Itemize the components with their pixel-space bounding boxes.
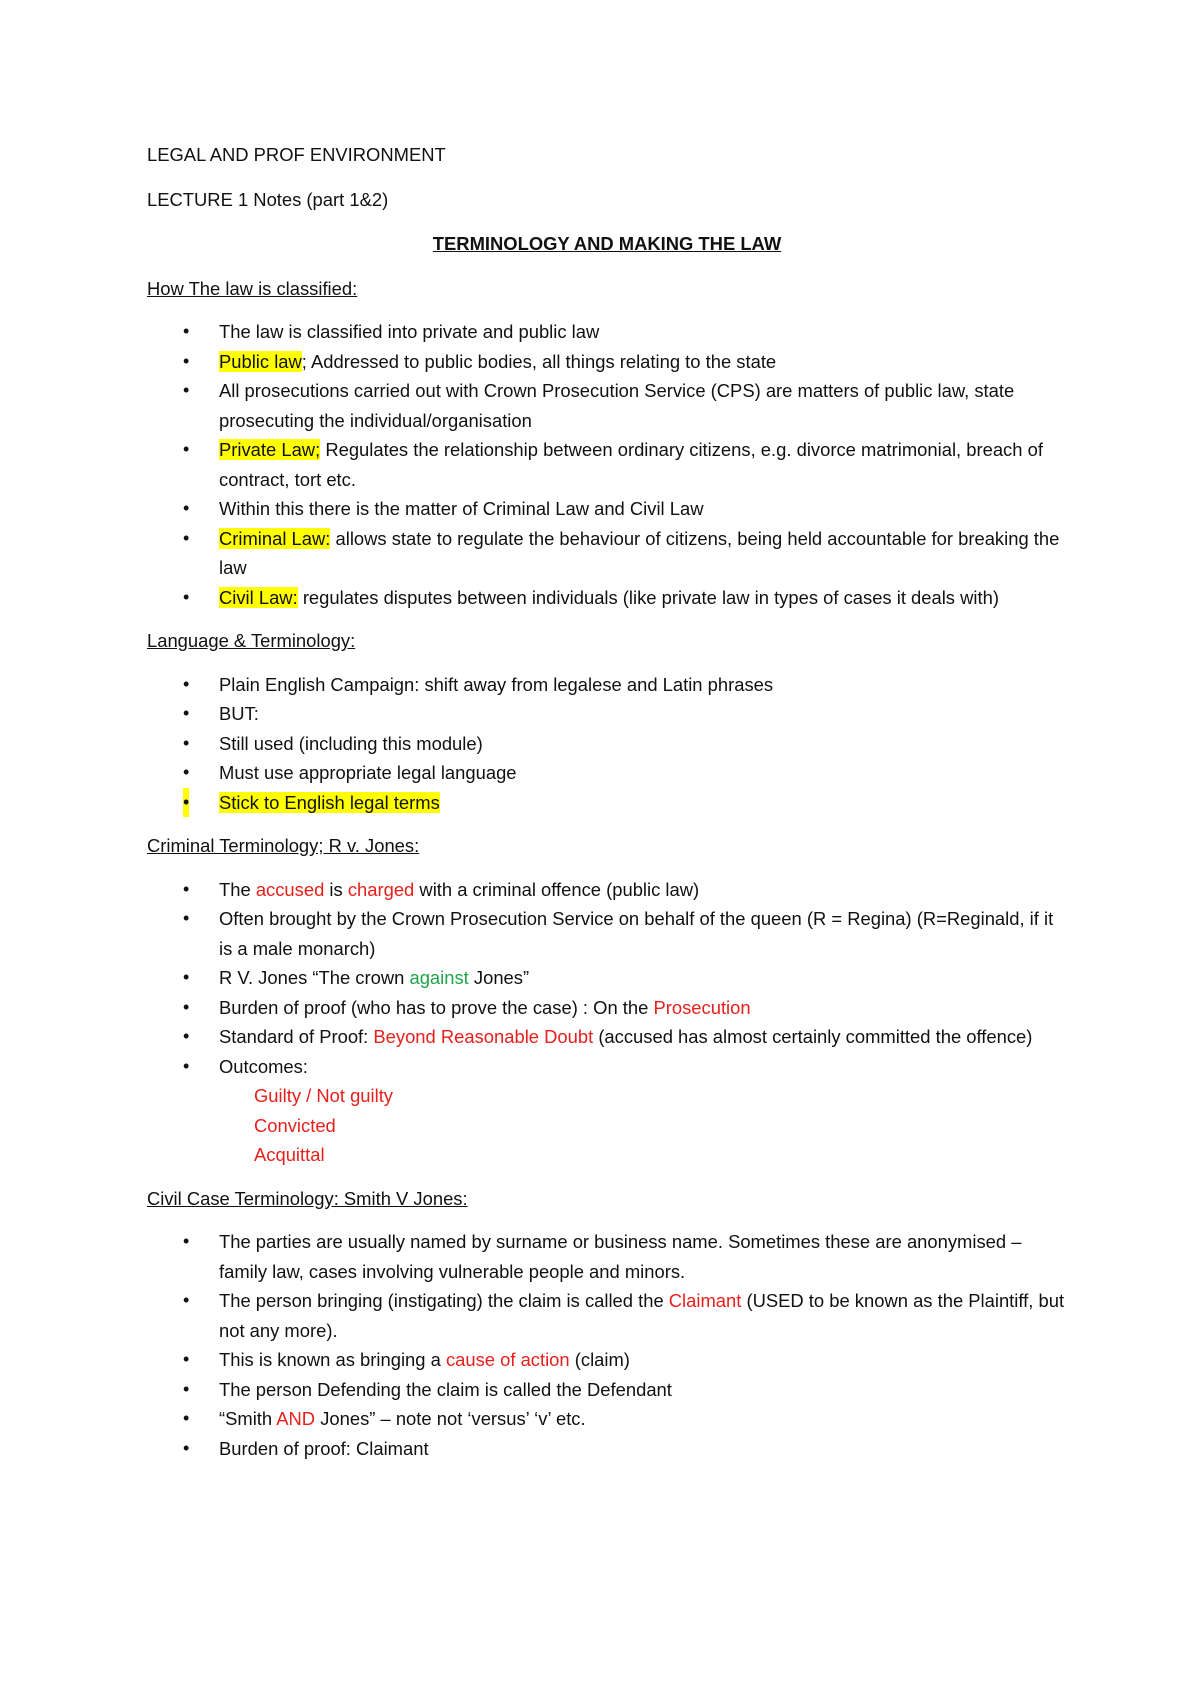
list-item: • BUT: [147, 699, 1067, 729]
list-item: • All prosecutions carried out with Crown Prosecution Service (CPS) are matters of public law, state prosecuting the individual/organisation [147, 376, 1067, 435]
outcome-item: Convicted [254, 1114, 336, 1136]
law-classified-list [147, 317, 1067, 612]
language-terminology-list [147, 670, 1067, 818]
section-heading-criminal-terminology: Criminal Terminology; R v. Jones: [147, 835, 420, 856]
bullet-icon: • [183, 1055, 190, 1076]
list-item: • Public law; Addressed to public bodies, all things relating to the state [147, 347, 1067, 377]
list-item: • R V. Jones “The crown against Jones” [147, 963, 1067, 993]
section-heading-language-terminology: Language & Terminology: [147, 630, 356, 651]
bullet-icon: • [183, 878, 190, 899]
highlighted-term: Stick to English legal terms [219, 791, 440, 813]
list-item: • Still used (including this module) [147, 729, 1067, 759]
bullet-icon: • [183, 321, 190, 341]
list-item: • Often brought by the Crown Prosecution Service on behalf of the queen (R = Regina) (R=Reginald, if it is a male monarch) [147, 904, 1067, 963]
bullet-icon: • [183, 1349, 190, 1369]
outcome-item: Acquittal [254, 1144, 325, 1165]
red-term: AND [276, 1408, 316, 1429]
bullet-icon: • [183, 498, 190, 518]
highlighted-term: Civil Law: [219, 586, 298, 608]
list-item: • Within this there is the matter of Criminal Law and Civil Law [147, 494, 1067, 524]
criminal-terminology-list [147, 875, 1067, 1082]
list-item: • Civil Law: regulates disputes between individuals (like private law in types of cases it deals with) [147, 583, 1067, 613]
list-item: • Private Law; Regulates the relationship between ordinary citizens, e.g. divorce matrimonial, breach of contract, tort etc. [147, 435, 1067, 494]
list-item: • Standard of Proof: Beyond Reasonable Doubt (accused has almost certainly committed the offence) [147, 1022, 1067, 1052]
highlighted-term: Public law [219, 350, 302, 372]
bullet-icon: • [183, 439, 190, 459]
list-item: • Criminal Law: allows state to regulate the behaviour of citizens, being held accountable for breaking the law [147, 524, 1067, 583]
bullet-icon: • [183, 762, 190, 782]
list-item [147, 788, 1067, 818]
outcome-item: Guilty / Not guilty [254, 1085, 393, 1106]
red-term: cause of action [445, 1349, 570, 1370]
lecture-label: LECTURE 1 Notes (part 1&2) [147, 188, 389, 210]
document-title: LEGAL AND PROF ENVIRONMENT [147, 144, 446, 165]
bullet-icon: • [183, 788, 189, 818]
list-item: • The accused is charged with a criminal offence (public law) [147, 875, 1067, 905]
bullet-icon: • [183, 350, 190, 371]
bullet-icon: • [183, 1290, 190, 1310]
list-item: • This is known as bringing a cause of action (claim) [147, 1345, 1067, 1375]
bullet-icon: • [183, 732, 190, 753]
bullet-icon: • [183, 1231, 190, 1251]
list-item: • Burden of proof (who has to prove the case) : On the Prosecution [147, 993, 1067, 1023]
outcomes-list [147, 1081, 1067, 1170]
list-item: • Outcomes: [147, 1052, 1067, 1082]
red-term: accused [255, 878, 325, 900]
bullet-icon: • [183, 1026, 190, 1046]
red-term: Prosecution [653, 996, 751, 1018]
bullet-icon: • [183, 586, 190, 607]
bullet-icon: • [183, 908, 190, 928]
red-term: charged [347, 878, 415, 900]
bullet-icon: • [183, 1437, 190, 1458]
list-item: • The parties are usually named by surname or business name. Sometimes these are anonymised – family law, cases involving vulnerable people and minors. [147, 1227, 1067, 1286]
bullet-icon: • [183, 380, 190, 400]
bullet-icon: • [183, 996, 190, 1017]
bullet-icon: • [183, 967, 190, 987]
highlighted-term: Private Law; [219, 439, 321, 460]
red-term: Beyond Reasonable Doubt [373, 1026, 594, 1047]
section-heading-civil-terminology: Civil Case Terminology: Smith V Jones: [147, 1187, 468, 1209]
green-term: against [409, 967, 469, 988]
bullet-icon: • [183, 1408, 190, 1428]
section-heading-law-classified: How The law is classified: [147, 277, 358, 299]
bullet-icon: • [183, 673, 190, 694]
red-term: Claimant [668, 1290, 742, 1311]
list-item: • The person Defending the claim is called the Defendant [147, 1375, 1067, 1405]
list-item: • The person bringing (instigating) the claim is called the Claimant (USED to be known as the Plaintiff, but not any more). [147, 1286, 1067, 1345]
main-heading: TERMINOLOGY AND MAKING THE LAW [432, 233, 782, 254]
document-page [147, 140, 1067, 1477]
list-item: • Plain English Campaign: shift away from legalese and Latin phrases [147, 670, 1067, 700]
highlighted-term: Criminal Law: [219, 527, 331, 549]
list-item: • The law is classified into private and public law [147, 317, 1067, 347]
list-item: • “Smith AND Jones” – note not ‘versus’ ‘v’ etc. [147, 1404, 1067, 1434]
bullet-icon: • [183, 703, 190, 723]
bullet-icon: • [183, 1378, 190, 1399]
bullet-icon: • [183, 527, 190, 548]
civil-terminology-list [147, 1227, 1067, 1463]
list-item: • Must use appropriate legal language [147, 758, 1067, 788]
list-item: • Burden of proof: Claimant [147, 1434, 1067, 1464]
